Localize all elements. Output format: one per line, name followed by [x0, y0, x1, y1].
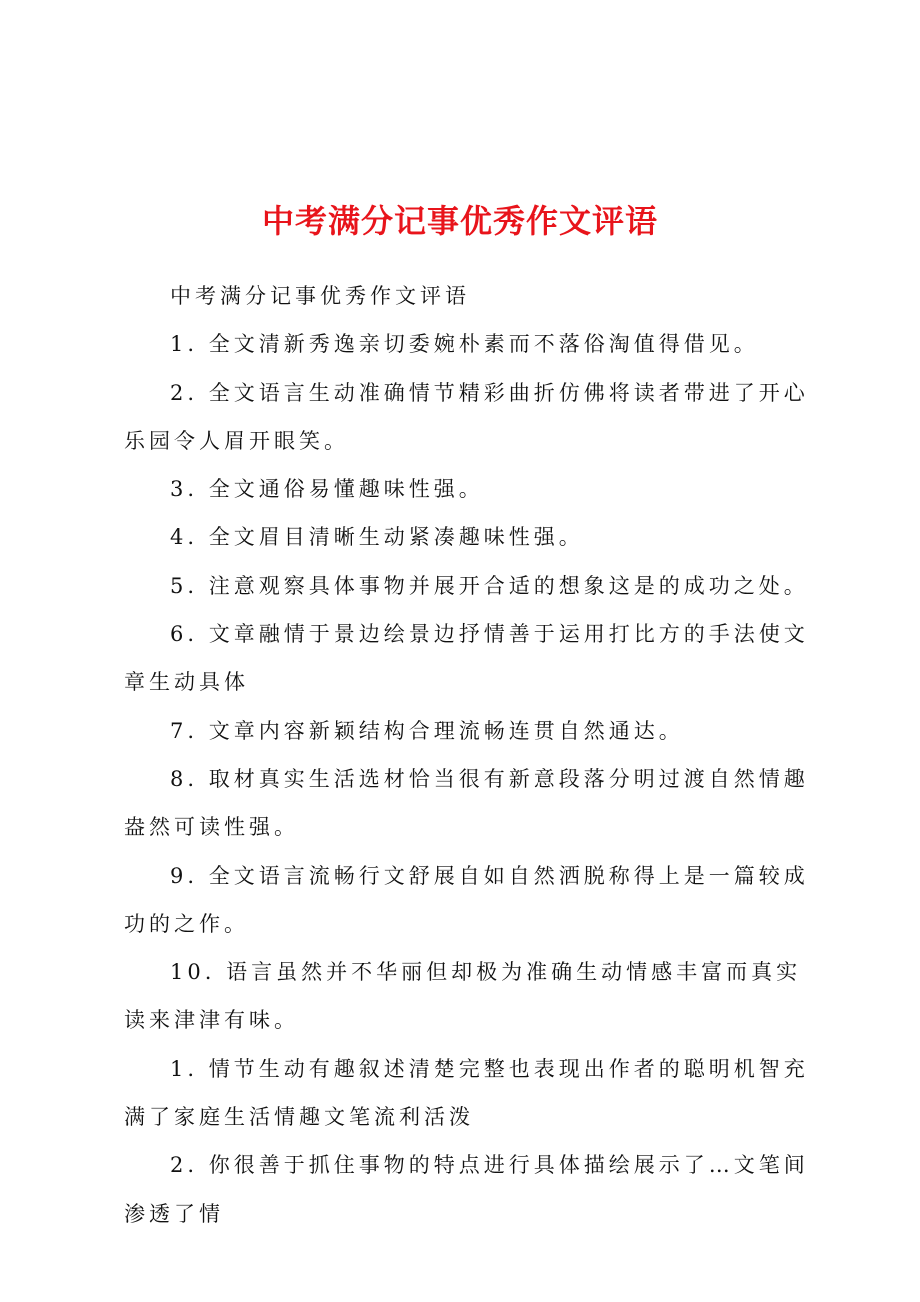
paragraph: 9. 全文语言流畅行文舒展自如自然洒脱称得上是一篇较成功的之作。 [124, 863, 809, 936]
paragraph: 8. 取材真实生活选材恰当很有新意段落分明过渡自然情趣盎然可读性强。 [124, 766, 809, 840]
paragraph: 1. 情节生动有趣叙述清楚完整也表现出作者的聪明机智充满了家庭生活情趣文笔流利活泼 [124, 1056, 809, 1130]
paragraph: 7. 文章内容新颖结构合理流畅连贯自然通达。 [170, 718, 684, 743]
paragraph: 1. 全文清新秀逸亲切委婉朴素而不落俗淘值得借见。 [170, 332, 759, 357]
paragraph: 6. 文章融情于景边绘景边抒情善于运用打比方的手法使文章生动具体 [124, 622, 809, 695]
document-body [124, 272, 812, 1238]
paragraph: 2. 全文语言生动准确情节精彩曲折仿佛将读者带进了开心乐园令人眉开眼笑。 [124, 380, 809, 453]
paragraph-subtitle: 中考满分记事优秀作文评语 [170, 284, 470, 308]
paragraph: 5. 注意观察具体事物并展开合适的想象这是的成功之处。 [170, 573, 809, 598]
paragraph: 2. 你很善于抓住事物的特点进行具体描绘展示了…文笔间渗透了情 [124, 1153, 809, 1226]
paragraph: 4. 全文眉目清晰生动紧凑趣味性强。 [170, 525, 584, 550]
paragraph: 3. 全文通俗易懂趣味性强。 [170, 477, 484, 502]
document-title: 中考满分记事优秀作文评语 [261, 202, 658, 240]
paragraph: 10. 语言虽然并不华丽但却极为准确生动情感丰富而真实读来津津有味。 [124, 960, 802, 1033]
